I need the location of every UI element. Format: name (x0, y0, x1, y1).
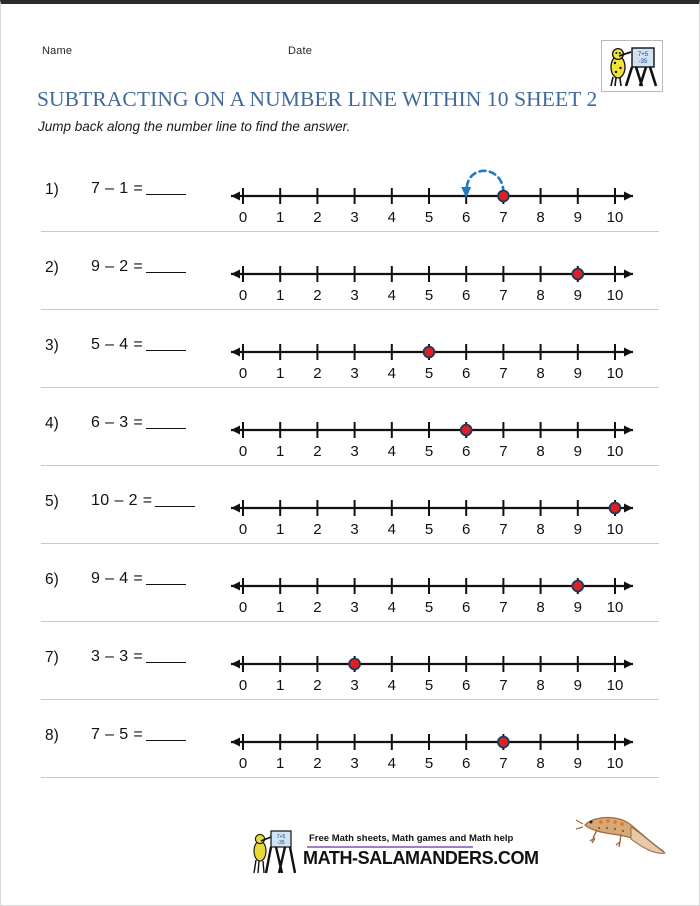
tick-label: 7 (499, 209, 508, 226)
number-line[interactable] (219, 556, 657, 618)
problem-number: 7) (45, 649, 59, 666)
start-point-dot (498, 191, 509, 202)
expression-text: 5 – 4 = (91, 336, 144, 353)
date-field-label: Date (288, 45, 313, 57)
tick-label: 6 (462, 755, 471, 772)
tick-label: 1 (276, 365, 285, 382)
tick-label: 9 (573, 287, 582, 304)
tick-label: 2 (313, 365, 322, 382)
salamander-illustration (575, 811, 671, 863)
problem-expression (91, 492, 195, 510)
tick-label: 0 (238, 677, 248, 694)
problem-expression (91, 180, 186, 198)
answer-blank[interactable] (146, 350, 186, 351)
tick-label: 8 (536, 287, 545, 304)
answer-blank[interactable] (155, 506, 195, 507)
expression-text: 3 – 3 = (91, 648, 144, 665)
start-point-dot (498, 737, 509, 748)
answer-blank[interactable] (146, 428, 186, 429)
page-instructions: Jump back along the number line to find the answer. (38, 119, 351, 134)
problem-number: 5) (45, 493, 59, 510)
tick-label: 1 (276, 755, 285, 772)
number-line[interactable] (219, 166, 657, 228)
tick-label: 6 (462, 365, 471, 382)
tick-label: 6 (462, 521, 471, 538)
tick-label: 3 (350, 755, 359, 772)
tick-label: 10 (606, 443, 624, 460)
tick-label: 4 (387, 755, 396, 772)
number-line-graphic (219, 166, 657, 228)
start-point-dot (424, 347, 435, 358)
start-point-dot (610, 503, 621, 514)
expression-text: 9 – 4 = (91, 570, 144, 587)
number-line[interactable] (219, 244, 657, 306)
tick-label: 3 (350, 287, 359, 304)
tick-label: 8 (536, 443, 545, 460)
tick-label: 9 (573, 755, 582, 772)
tick-label: 3 (350, 521, 359, 538)
problem-expression (91, 336, 186, 354)
start-point-dot (349, 659, 360, 670)
tick-label: 7 (499, 443, 508, 460)
answer-blank[interactable] (146, 662, 186, 663)
tick-label: 5 (424, 755, 434, 772)
problem-row (1, 622, 699, 700)
answer-blank[interactable] (146, 584, 186, 585)
tick-label: 9 (573, 599, 582, 616)
problem-number: 3) (45, 337, 59, 354)
brand-block (247, 827, 547, 883)
tick-label: 3 (350, 209, 359, 226)
tick-label: 7 (499, 287, 508, 304)
problem-row (1, 310, 699, 388)
tick-label: 1 (276, 443, 285, 460)
number-line[interactable] (219, 478, 657, 540)
tick-label: 3 (350, 677, 359, 694)
row-divider (41, 777, 659, 778)
tick-label: 5 (424, 287, 434, 304)
number-line-graphic (219, 400, 657, 462)
problem-expression (91, 570, 186, 588)
tick-label: 2 (313, 521, 322, 538)
tick-label: 6 (462, 443, 471, 460)
tick-label: 7 (499, 599, 508, 616)
tick-label: 8 (536, 755, 545, 772)
tick-label: 4 (387, 209, 396, 226)
tick-label: 5 (424, 209, 434, 226)
tick-label: 10 (606, 755, 624, 772)
tick-label: 4 (387, 599, 396, 616)
tick-label: 0 (238, 365, 248, 382)
number-line[interactable] (219, 400, 657, 462)
tick-label: 8 (536, 599, 545, 616)
tick-label: 5 (424, 521, 434, 538)
problem-expression (91, 648, 186, 666)
tick-label: 7 (499, 755, 508, 772)
tick-label: 2 (313, 677, 322, 694)
worksheet-footer (1, 809, 699, 905)
expression-text: 10 – 2 = (91, 492, 153, 509)
problem-number: 8) (45, 727, 59, 744)
tick-label: 0 (238, 443, 248, 460)
number-line-graphic (219, 478, 657, 540)
problem-expression (91, 414, 186, 432)
tick-label: 10 (606, 209, 624, 226)
tick-label: 3 (350, 443, 359, 460)
start-point-dot (461, 425, 472, 436)
tick-label: 5 (424, 443, 434, 460)
problem-row (1, 466, 699, 544)
tick-label: 10 (606, 677, 624, 694)
tick-label: 2 (313, 755, 322, 772)
tick-label: 4 (387, 521, 396, 538)
tick-label: 9 (573, 209, 582, 226)
start-point-dot (572, 269, 583, 280)
number-line-graphic (219, 244, 657, 306)
tick-label: 2 (313, 443, 322, 460)
logo-artwork (602, 41, 662, 91)
tick-label: 1 (276, 599, 285, 616)
expression-text: 9 – 2 = (91, 258, 144, 275)
problem-number: 1) (45, 181, 59, 198)
brand-site-name: MATH-SALAMANDERS.COM (303, 848, 539, 868)
tick-label: 4 (387, 365, 396, 382)
math-salamanders-logo-icon (601, 40, 663, 92)
tick-label: 8 (536, 521, 545, 538)
svg-text:7+5: 7+5 (276, 834, 286, 840)
tick-label: 9 (573, 677, 582, 694)
brand-tagline: Free Math sheets, Math games and Math help (309, 833, 514, 844)
number-line-graphic (219, 634, 657, 696)
tick-label: 5 (424, 365, 434, 382)
page-title: SUBTRACTING ON A NUMBER LINE WITHIN 10 SHEET 2 (37, 87, 598, 111)
tick-label: 1 (276, 521, 285, 538)
number-line-graphic (219, 556, 657, 618)
tick-label: 9 (573, 365, 582, 382)
tick-label: 1 (276, 677, 285, 694)
tick-label: 0 (238, 755, 248, 772)
answer-blank[interactable] (146, 272, 186, 273)
tick-label: 10 (606, 599, 624, 616)
tick-label: 7 (499, 521, 508, 538)
problem-row (1, 388, 699, 466)
tick-label: 7 (499, 677, 508, 694)
tick-label: 7 (499, 365, 508, 382)
tick-label: 8 (536, 365, 545, 382)
problem-row (1, 700, 699, 778)
number-line-graphic (219, 322, 657, 384)
svg-text:7+5: 7+5 (637, 52, 649, 58)
brand-logo-icon (249, 829, 301, 877)
problem-expression (91, 726, 186, 744)
problem-expression (91, 258, 186, 276)
expression-text: 6 – 3 = (91, 414, 144, 431)
tick-label: 2 (313, 209, 322, 226)
answer-blank[interactable] (146, 194, 186, 195)
tick-label: 5 (424, 599, 434, 616)
tick-label: 4 (387, 677, 396, 694)
tick-label: 10 (606, 521, 624, 538)
number-line[interactable] (219, 712, 657, 774)
problem-number: 2) (45, 259, 59, 276)
tick-label: 10 (606, 365, 624, 382)
tick-label: 3 (350, 365, 359, 382)
name-field-label: Name (42, 45, 73, 57)
tick-label: 10 (606, 287, 624, 304)
expression-text: 7 – 5 = (91, 726, 144, 743)
number-line[interactable] (219, 322, 657, 384)
problem-number: 4) (45, 415, 59, 432)
problem-number: 6) (45, 571, 59, 588)
tick-label: 6 (462, 599, 471, 616)
expression-text: 7 – 1 = (91, 180, 144, 197)
number-line[interactable] (219, 634, 657, 696)
tick-label: 3 (350, 599, 359, 616)
tick-label: 4 (387, 443, 396, 460)
problem-row (1, 154, 699, 232)
number-line-graphic (219, 712, 657, 774)
tick-label: 1 (276, 287, 285, 304)
svg-text:-35: -35 (277, 840, 285, 846)
tick-label: 4 (387, 287, 396, 304)
tick-label: 9 (573, 443, 582, 460)
tick-label: 0 (238, 599, 248, 616)
problem-row (1, 544, 699, 622)
tick-label: 6 (462, 677, 471, 694)
problem-row (1, 232, 699, 310)
tick-label: 2 (313, 287, 322, 304)
start-point-dot (572, 581, 583, 592)
worksheet-header (1, 4, 699, 134)
tick-label: 6 (462, 209, 471, 226)
tick-label: 0 (238, 521, 248, 538)
tick-label: 2 (313, 599, 322, 616)
tick-label: 5 (424, 677, 434, 694)
tick-label: 0 (238, 209, 248, 226)
tick-label: 9 (573, 521, 582, 538)
tick-label: 8 (536, 677, 545, 694)
tick-label: 8 (536, 209, 545, 226)
jump-arc (467, 171, 504, 193)
tick-label: 0 (238, 287, 248, 304)
answer-blank[interactable] (146, 740, 186, 741)
problem-list (1, 154, 699, 778)
tick-label: 6 (462, 287, 471, 304)
svg-text:-35: -35 (638, 59, 648, 65)
tick-label: 1 (276, 209, 285, 226)
